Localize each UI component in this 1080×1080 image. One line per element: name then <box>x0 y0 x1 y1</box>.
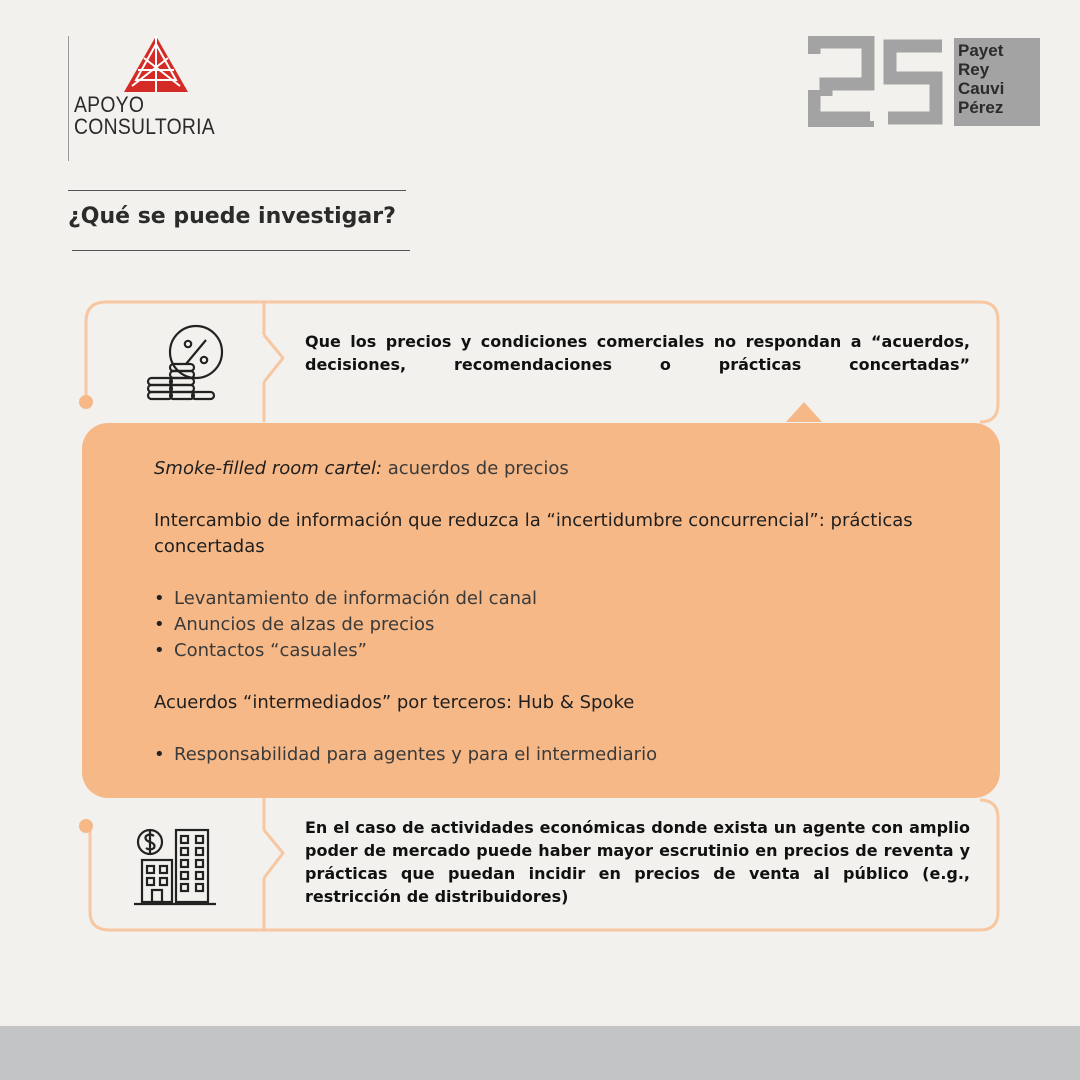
top-panel-text: Que los precios y condiciones comerciales no respondan a “acuerdos, decisiones, recomendaciones o prácticas concertadas” <box>305 332 970 374</box>
dollar-buildings-icon <box>130 824 220 910</box>
list-item: • Levantamiento de información del canal <box>154 586 974 612</box>
bottom-panel-text: En el caso de actividades económicas donde exista un agente con amplio poder de mercado puede haber mayor escrutinio en precios de reventa y prácticas que puedan incidir en precios de venta al público (e.g., restricción de distribuidores) <box>305 818 970 906</box>
callout-p1-italic: Smoke-filled room cartel: <box>154 458 383 479</box>
callout-paragraph-1 <box>154 456 974 482</box>
footer-bar <box>0 1026 1080 1080</box>
consultoria-wordmark: CONSULTORIA <box>74 114 215 139</box>
percent-coins-icon <box>140 322 230 408</box>
callout-bullets-2 <box>154 742 974 768</box>
callout-content <box>154 456 974 768</box>
callout-bullets-1 <box>154 586 974 664</box>
callout-notch <box>786 402 822 422</box>
list-item: • Contactos “casuales” <box>154 638 974 664</box>
callout-p1-rest: acuerdos de precios <box>382 458 569 479</box>
apoyo-wordmark: APOYO <box>74 92 145 117</box>
prcp-line-cauvi: Cauvi <box>958 79 1005 98</box>
prcp-line-perez: Pérez <box>958 98 1004 117</box>
list-item: • Anuncios de alzas de precios <box>154 612 974 638</box>
callout-paragraph-3: Acuerdos “intermediados” por terceros: Hub & Spoke <box>154 692 635 713</box>
list-item: • Responsabilidad para agentes y para el intermediario <box>154 742 974 768</box>
page-title: ¿Qué se puede investigar? <box>68 204 396 229</box>
callout-paragraph-2: Intercambio de información que reduzca la “incertidumbre concurrencial”: prácticas concertadas <box>154 510 913 557</box>
prcp-line-payet: Payet <box>958 41 1004 60</box>
prcp-line-rey: Rey <box>958 60 990 79</box>
